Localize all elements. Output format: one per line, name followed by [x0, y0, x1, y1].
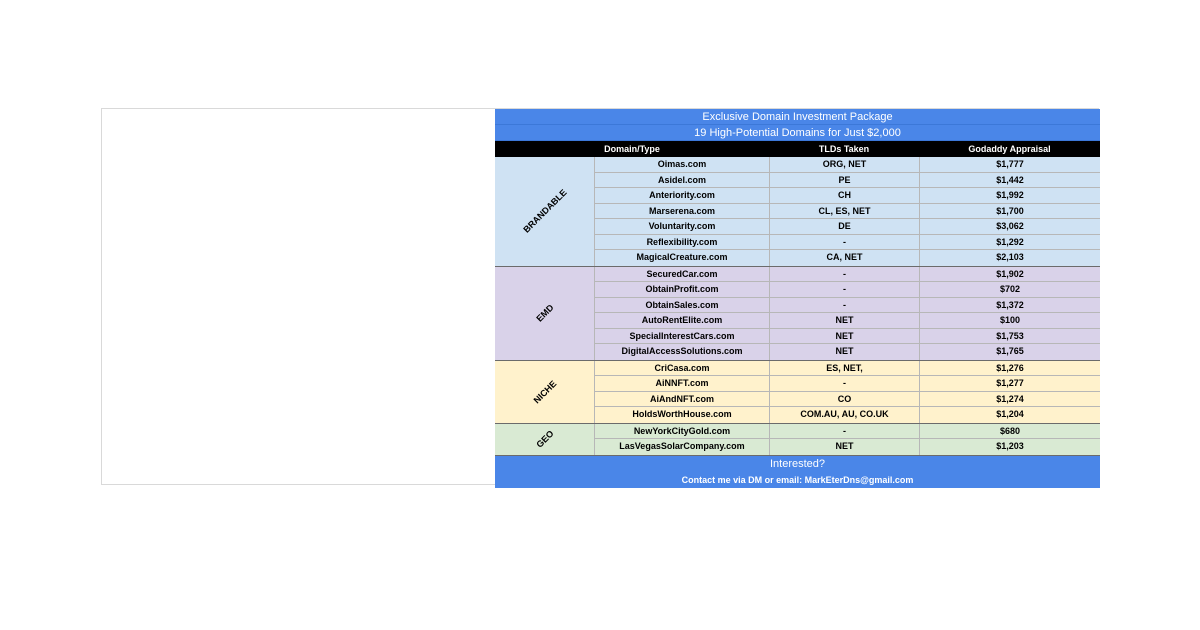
domain-cell: Oimas.com — [594, 157, 769, 173]
tlds-cell: - — [769, 282, 919, 298]
appraisal-cell: $1,442 — [919, 173, 1100, 189]
domain-cell: SecuredCar.com — [594, 267, 769, 283]
tlds-cell: ORG, NET — [769, 157, 919, 173]
spreadsheet — [101, 108, 1099, 485]
tlds-cell: NET — [769, 439, 919, 455]
tlds-cell: CH — [769, 188, 919, 204]
tlds-cell: - — [769, 424, 919, 440]
domain-cell: NewYorkCityGold.com — [594, 424, 769, 440]
tlds-cell: NET — [769, 329, 919, 345]
domain-cell: MagicalCreature.com — [594, 250, 769, 266]
appraisal-cell: $1,274 — [919, 392, 1100, 408]
empty-cells — [102, 109, 494, 484]
domain-cell: Marserena.com — [594, 204, 769, 220]
cta-text: Interested? — [495, 456, 1100, 472]
tlds-cell: - — [769, 235, 919, 251]
table-row — [594, 235, 1100, 251]
table-row — [594, 344, 1100, 360]
header-appraisal: Godaddy Appraisal — [968, 144, 1051, 154]
group-label: BRANDABLE — [520, 187, 569, 235]
tlds-cell: COM.AU, AU, CO.UK — [769, 407, 919, 423]
tlds-cell: - — [769, 376, 919, 392]
domain-cell: HoldsWorthHouse.com — [594, 407, 769, 423]
table-row — [594, 376, 1100, 392]
tlds-cell: NET — [769, 313, 919, 329]
domain-cell: LasVegasSolarCompany.com — [594, 439, 769, 455]
header-tlds: TLDs Taken — [818, 144, 870, 154]
group-label-cell — [495, 157, 594, 266]
table-title: Exclusive Domain Investment Package — [495, 109, 1100, 125]
header-row — [495, 141, 1100, 157]
domain-cell: Asidel.com — [594, 173, 769, 189]
contact-text: Contact me via DM or email: MarkEterDns@gmail.com — [495, 472, 1100, 488]
appraisal-cell: $680 — [919, 424, 1100, 440]
tlds-cell: PE — [769, 173, 919, 189]
group-label: NICHE — [531, 378, 558, 405]
table-row — [594, 204, 1100, 220]
tlds-cell: - — [769, 267, 919, 283]
table-row — [594, 298, 1100, 314]
group-geo — [495, 424, 1100, 456]
appraisal-cell: $3,062 — [919, 219, 1100, 235]
domain-cell: Anteriority.com — [594, 188, 769, 204]
table-row — [594, 250, 1100, 266]
appraisal-cell: $1,765 — [919, 344, 1100, 360]
tlds-cell: CO — [769, 392, 919, 408]
appraisal-cell: $702 — [919, 282, 1100, 298]
group-emd — [495, 267, 1100, 361]
appraisal-cell: $1,700 — [919, 204, 1100, 220]
tlds-cell: DE — [769, 219, 919, 235]
group-label: GEO — [533, 428, 556, 450]
domain-groups — [495, 157, 1100, 456]
group-brandable — [495, 157, 1100, 267]
domain-cell: Voluntarity.com — [594, 219, 769, 235]
table-row — [594, 219, 1100, 235]
tlds-cell: - — [769, 298, 919, 314]
domain-cell: ObtainSales.com — [594, 298, 769, 314]
domain-cell: DigitalAccessSolutions.com — [594, 344, 769, 360]
domain-cell: Reflexibility.com — [594, 235, 769, 251]
appraisal-cell: $1,753 — [919, 329, 1100, 345]
table-row — [594, 267, 1100, 283]
table-row — [594, 392, 1100, 408]
header-domain: Domain/Type — [604, 144, 660, 154]
domain-cell: AutoRentElite.com — [594, 313, 769, 329]
table-subtitle: 19 High-Potential Domains for Just $2,000 — [495, 125, 1100, 141]
table-row — [594, 361, 1100, 377]
table-row — [594, 407, 1100, 423]
domain-cell: AiNNFT.com — [594, 376, 769, 392]
group-label-cell — [495, 267, 594, 360]
tlds-cell: CL, ES, NET — [769, 204, 919, 220]
appraisal-cell: $1,372 — [919, 298, 1100, 314]
domain-table — [495, 109, 1100, 488]
domain-cell: CriCasa.com — [594, 361, 769, 377]
tlds-cell: NET — [769, 344, 919, 360]
appraisal-cell: $1,204 — [919, 407, 1100, 423]
table-row — [594, 188, 1100, 204]
appraisal-cell: $100 — [919, 313, 1100, 329]
domain-cell: ObtainProfit.com — [594, 282, 769, 298]
table-row — [594, 329, 1100, 345]
table-row — [594, 282, 1100, 298]
tlds-cell: ES, NET, — [769, 361, 919, 377]
appraisal-cell: $2,103 — [919, 250, 1100, 266]
appraisal-cell: $1,902 — [919, 267, 1100, 283]
domain-cell: SpecialInterestCars.com — [594, 329, 769, 345]
appraisal-cell: $1,277 — [919, 376, 1100, 392]
table-row — [594, 173, 1100, 189]
table-row — [594, 157, 1100, 173]
appraisal-cell: $1,992 — [919, 188, 1100, 204]
group-niche — [495, 361, 1100, 424]
tlds-cell: CA, NET — [769, 250, 919, 266]
appraisal-cell: $1,276 — [919, 361, 1100, 377]
appraisal-cell: $1,777 — [919, 157, 1100, 173]
table-row — [594, 424, 1100, 440]
group-label: EMD — [533, 302, 556, 324]
group-label-cell — [495, 424, 594, 455]
group-label-cell — [495, 361, 594, 423]
domain-cell: AiAndNFT.com — [594, 392, 769, 408]
table-row — [594, 439, 1100, 455]
appraisal-cell: $1,203 — [919, 439, 1100, 455]
table-row — [594, 313, 1100, 329]
appraisal-cell: $1,292 — [919, 235, 1100, 251]
